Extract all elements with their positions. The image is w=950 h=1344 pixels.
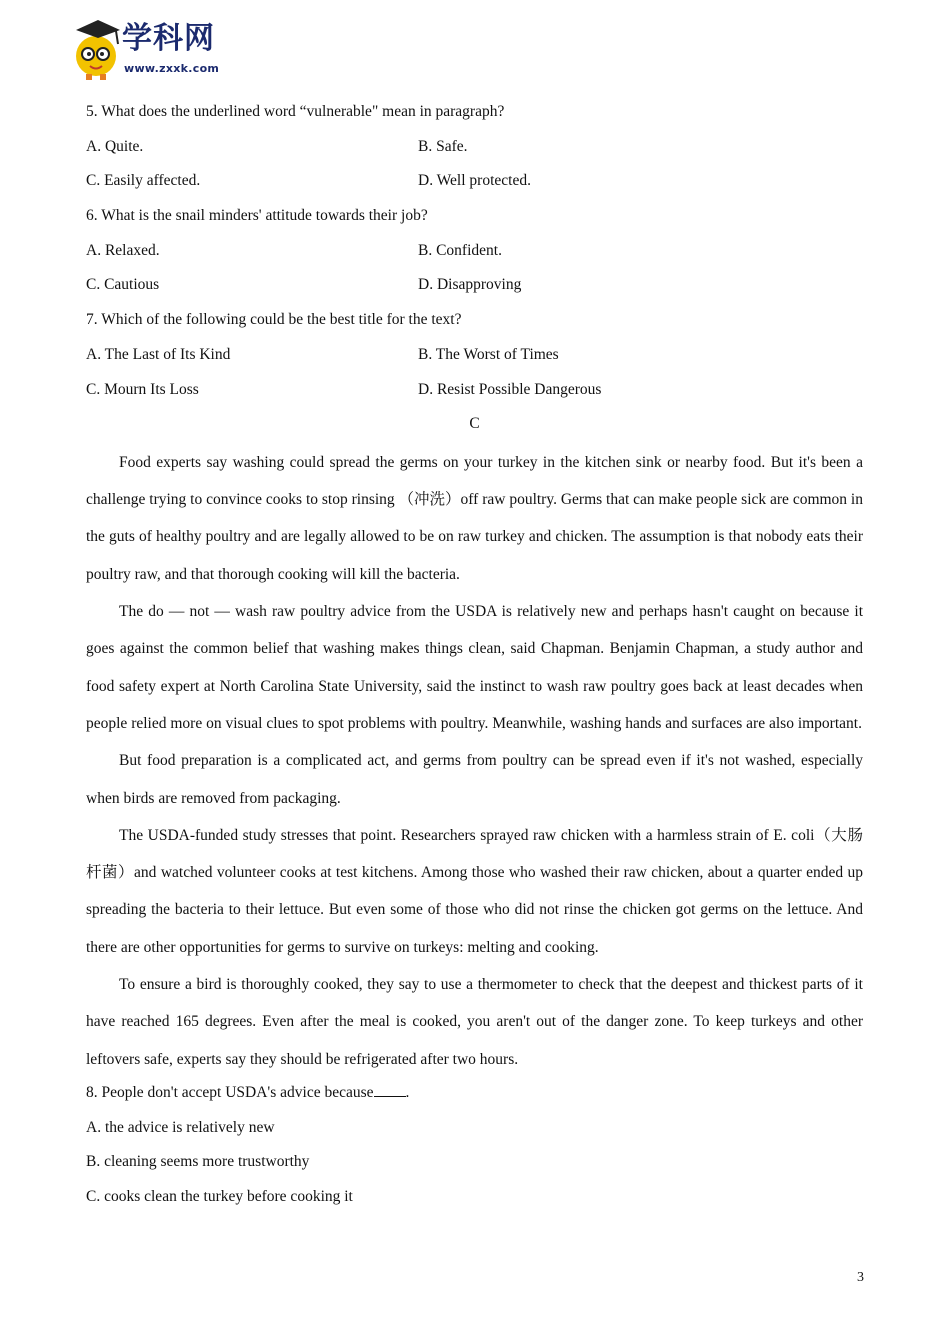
question-5-options-row-2 — [86, 166, 863, 201]
question-5-options-row-1 — [86, 132, 863, 167]
option-c: C. Cautious — [86, 276, 160, 294]
section-heading: C — [469, 415, 480, 433]
option-b: B. cleaning seems more trustworthy — [86, 1153, 310, 1171]
passage-paragraph: Food experts say washing could spread the germs on your turkey in the kitchen sink or nearby food. But it's been a challenge trying to convince cooks to stop rinsing （冲洗）off raw poultry. Germs that can make people sick are common in the guts of healthy poultry and are legally allowed to be on raw turkey and chicken. The assumption is that nobody eats their poultry raw, and that thorough cooking will kill the bacteria. — [86, 453, 863, 583]
question-6-options-row-1 — [86, 236, 863, 271]
passage-paragraph: To ensure a bird is thoroughly cooked, they say to use a thermometer to check that the deepest and thickest parts of it have reached 165 degrees. Even after the meal is cooked, you aren't out of the danger zone. To keep turkeys and other leftovers safe, experts say they should be refrigerated after two hours. — [86, 976, 863, 1068]
question-5-stem: 5. What does the underlined word “vulnerable" mean in paragraph? — [86, 103, 505, 120]
site-logo — [72, 18, 242, 82]
option-d: D. Well protected. — [418, 172, 531, 190]
option-b: B. Confident. — [418, 241, 502, 259]
option-d: D. Disapproving — [418, 276, 522, 294]
option-a: A. the advice is relatively new — [86, 1118, 275, 1136]
passage-paragraph: The USDA-funded study stresses that point. Researchers sprayed raw chicken with a harmless strain of E. coli（大肠杆菌）and watched volunteer cooks at test kitchens. Among those who washed their raw chicken, about a quarter ended up spreading the bacteria to their lettuce. But even some of those who did not rinse the chicken got germs on the lettuce. And there are other opportunities for germs to survive on turkeys: melting and cooking. — [86, 826, 863, 956]
document-body — [86, 97, 863, 1217]
page-number: 3 — [857, 1270, 864, 1285]
logo-title: 学科网 — [122, 21, 215, 56]
answer-blank — [374, 1082, 406, 1097]
question-6-stem: 6. What is the snail minders' attitude towards their job? — [86, 207, 428, 225]
passage-paragraph: But food preparation is a complicated act, and germs from poultry can be spread even if it's not washed, especially when birds are removed from packaging. — [86, 752, 863, 807]
question-7-options-row-2 — [86, 375, 863, 410]
question-7-options-row-1 — [86, 340, 863, 375]
option-a: A. Quite. — [86, 137, 144, 155]
passage-paragraph: The do — not — wash raw poultry advice from the USDA is relatively new and perhaps hasn't caught on because it goes against the common belief that washing makes things clean, said Chapman. Benjamin Chapman, a study author and food safety expert at North Carolina State University, said the instinct to wash raw poultry goes back at least decades when people relied more on visual clues to spot problems with poultry. Meanwhile, washing hands and surfaces are also important. — [86, 603, 863, 732]
mascot-icon — [72, 18, 124, 82]
question-8-stem-end: . — [405, 1083, 410, 1101]
question-6-options-row-2 — [86, 270, 863, 305]
question-7-stem: 7. Which of the following could be the best title for the text? — [86, 311, 462, 329]
option-b: B. The Worst of Times — [418, 345, 559, 363]
logo-url: www.zxxk.com — [124, 62, 220, 75]
option-c: C. cooks clean the turkey before cooking it — [86, 1187, 353, 1205]
option-a: A. Relaxed. — [86, 241, 160, 259]
option-b: B. Safe. — [418, 137, 468, 155]
option-a: A. The Last of Its Kind — [86, 345, 231, 363]
question-8-stem — [86, 1078, 863, 1113]
option-c: C. Easily affected. — [86, 172, 201, 190]
question-8-stem-text: 8. People don't accept USDA's advice because — [86, 1083, 374, 1101]
option-c: C. Mourn Its Loss — [86, 380, 199, 398]
option-d: D. Resist Possible Dangerous — [418, 380, 602, 398]
